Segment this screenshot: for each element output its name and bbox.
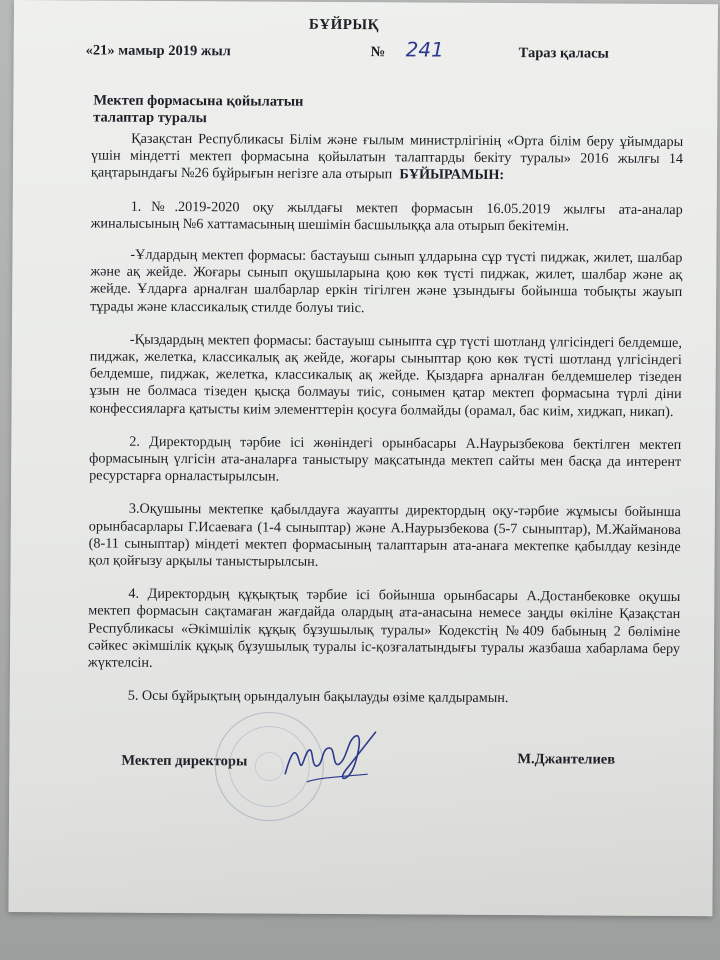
document-title: БҰЙРЫҚ (308, 16, 380, 34)
intro-text: Қазақстан Республикасы Білім және ғылым министрлігінің «Орта білім беру ұйымдары үшін міндетті мектеп формасына қойылатын талаптарды бекіту туралы» 2016 жылғы 14 қаңтарындағы №26 бұйрығын негізге ала отырып (90, 130, 684, 183)
order-keyword: БҰЙЫРАМЫН: (399, 166, 505, 184)
order-body (88, 130, 684, 724)
clause-4: 4. Директордың құқықтық тәрбие ісі бойынша орынбасары А.Достанбековке оқушы мектеп формасын сақтамаған жағдайда олардың ата-анасына немесе заңды өкіліне Қазақстан Республикасы «Әкімшілік құқық бұзушылық туралы» Кодекстің №409 бабының 2 бөліміне сәйкес әкімшілік құқық бұзушылық туралы іс-қозғалатындығы туралы жазбаша хабарлама беру жүктелсін. (87, 585, 681, 671)
clause-3: 3.Оқушыны мектепке қабылдауға жауапты директордың оқу-тәрбие жұмысы бойынша орынбасарлары Г.Исаеваға (1-4 сыныптар) және А.Наурызбекова (5-7 сыныптар), М.Жайманова (8-11 сыныптар) міндеті мектеп формасының талаптарын ата-анаға мектепке қабылдау кезінде қол қойғызу арқылы таныстырылсын. (88, 501, 681, 570)
clause-1: 1.№.2019-2020 оқу жылдағы мектеп формасын 16.05.2019 жылғы ата-аналар жиналысының №6 хаттамасының шешімін басшылыққа ала отырып бекітемін. (90, 198, 683, 235)
signatory-name: М.Джантелиев (517, 751, 616, 768)
intro-paragraph (91, 130, 683, 185)
signatory-title: Мектеп директоры (121, 752, 248, 770)
order-number-handwritten: 241 (405, 37, 444, 62)
clause-2: 2. Директордың тәрбие ісі жөніндегі орынбасары А.Наурызбекова бектілген мектеп формасының үлгісін ата-аналарға таныстыру мақсатында мектеп сайты мен басқа да интерент ресурстарға орналастырылсын. (89, 433, 682, 485)
subject-line-1: Мектеп формасына қойылатын (93, 92, 304, 110)
clause-boys-uniform: -Ұлдардың мектеп формасы: бастауыш сынып ұлдарына сұр түсті пиджак, жилет, шалбар және ақ жейде. Жоғары сынып оқушыларына қою көк түсті пиджак, жилет, шалбар және ақ жейде. Ұлдарға арналған шалбарлар еркін тігілген және ұзындығы бойынша тобықты жауып тұрады және классикалық стилде болуы тиіс. (90, 246, 683, 316)
document-page (8, 0, 718, 916)
order-date: «21» мамыр 2019 жыл (85, 42, 231, 60)
order-subject (93, 92, 393, 128)
clause-girls-uniform: -Қыздардың мектеп формасы: бастауыш сыныпта сұр түсті шотланд үлгісіндегі белдемше, пиджак, желетка, классикалық ақ жейде, жоғары сыныптар қою көк түсті шотланд үлгісіндегі белдемше, пиджак, желетка, классикалық ақ жейде. Қыздарға арналған белдемшелер тізеден ұзын не болмаса тізеден қысқа болмауы тиіс, сонымен қатар мектеп формасына түрлі діни конфессияларға қатысты киім элементтерін қосуға болмайды (орамал, бас киім, хиджап, никап). (89, 331, 682, 420)
handwritten-signature (277, 722, 387, 793)
city-name: Тараз қаласы (518, 45, 609, 62)
clause-5: 5. Осы бұйрықтың орындалуын бақылауды өзіме қалдырамын. (127, 687, 509, 707)
order-number-label: № (370, 44, 386, 61)
subject-line-2: талаптар туралы (93, 109, 207, 127)
